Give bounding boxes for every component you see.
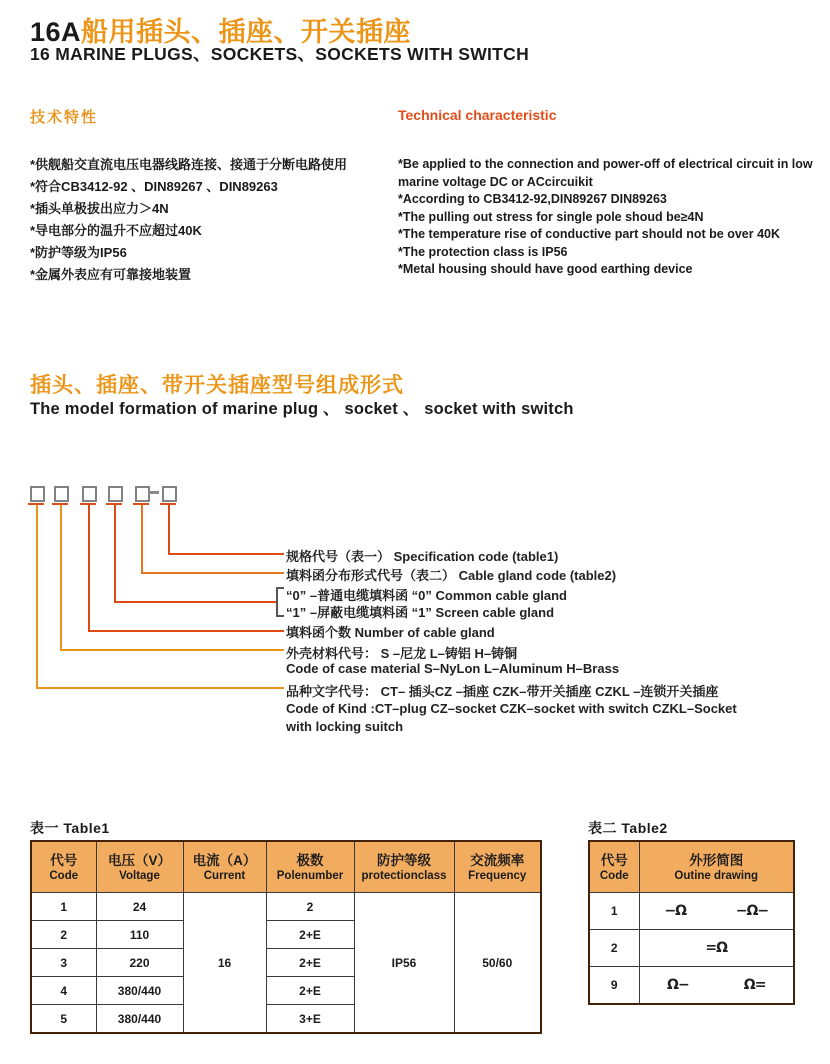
tech-list-zh: [30, 154, 395, 286]
label-gland-code: 填料函分布形式代号（表二） Cable gland code (table2): [286, 568, 617, 583]
page-subtitle: 16 MARINE PLUGS、SOCKETS、SOCKETS WITH SWITCH: [30, 44, 530, 64]
cell-code: 2: [589, 930, 639, 967]
header-zh: 交流频率: [470, 852, 525, 868]
tech-item-zh: *插头单极拔出应力＞4N: [30, 201, 169, 216]
header-zh: 外形简图: [689, 852, 744, 868]
cell-code: 3: [31, 949, 96, 977]
model-code-box-2: [54, 486, 69, 502]
model-code-dash: [149, 491, 159, 494]
header-en: protectionclass: [361, 869, 447, 882]
table1-specification: [30, 840, 542, 1034]
header-zh: 电流（A）: [192, 852, 257, 868]
tech-item-zh: *防护等级为IP56: [30, 245, 127, 260]
cell-code: 1: [31, 893, 96, 921]
tech-item-en: *The temperature rise of conductive part should not be over 40K: [398, 227, 781, 241]
cell-voltage: 24: [96, 893, 183, 921]
gland-outline-icon: −Ω: [664, 903, 686, 919]
header-en: Code: [49, 869, 79, 882]
table2-header-row: [589, 841, 794, 893]
model-code-box-6: [162, 486, 177, 502]
model-code-box-1: [30, 486, 45, 502]
cell-frequency-merged: 50/60: [454, 893, 541, 1034]
connector-line-kind: [36, 505, 284, 689]
cell-pole: 3+E: [266, 1005, 354, 1034]
cell-code: 9: [589, 967, 639, 1005]
tech-item-en: *According to CB3412-92,DIN89267 DIN89263: [398, 192, 667, 206]
gland-outline-icon: Ω=: [743, 977, 766, 993]
model-code-box-3: [82, 486, 97, 502]
cell-pole: 2+E: [266, 977, 354, 1005]
model-heading-zh: 插头、插座、带开关插座型号组成形式: [30, 374, 404, 397]
header-en: Outine drawing: [674, 869, 759, 882]
label-kind-en1: Code of Kind :CT–plug CZ–socket CZK–socket with switch CZKL–Socket: [286, 701, 737, 716]
cell-code: 4: [31, 977, 96, 1005]
title-chinese: 船用插头、插座、开关插座: [81, 17, 412, 47]
cell-pole: 2: [266, 893, 354, 921]
label-kind-en2: with locking suitch: [286, 719, 404, 734]
model-code-box-5: [135, 486, 150, 502]
tech-item-zh: *供舰船交直流电压电器线路连接、接通于分断电路使用: [30, 157, 348, 172]
table2-outline-drawing: [588, 840, 795, 1005]
table1-header-code: [31, 841, 96, 893]
header-en: Code: [599, 869, 629, 882]
header-en: Current: [203, 869, 246, 882]
header-zh: 电压（V）: [107, 852, 171, 868]
tech-item-zh: *导电部分的温升不应超过40K: [30, 223, 202, 238]
cell-pole: 2+E: [266, 949, 354, 977]
table1-header-current: [183, 841, 266, 893]
tech-list-en: [398, 156, 818, 279]
cell-drawing: [639, 893, 794, 930]
bracket-gland-type: [276, 587, 284, 617]
header-en: Voltage: [119, 869, 160, 882]
tech-item-en: *The pulling out stress for single pole shoud be≥4N: [398, 209, 704, 224]
cell-code: 1: [589, 893, 639, 930]
label-gland-number: 填料函个数 Number of cable gland: [286, 625, 495, 640]
table1-caption: 表一 Table1: [30, 820, 110, 836]
cell-drawing: [639, 930, 794, 967]
tech-item-en: *Metal housing should have good earthing device: [398, 262, 693, 276]
cell-protection-merged: IP56: [354, 893, 454, 1034]
table1-header-row: [31, 841, 541, 893]
label-case-material-en: Code of case material S–NyLon L–Aluminum H–Brass: [286, 661, 620, 676]
cell-voltage: 380/440: [96, 1005, 183, 1034]
gland-outline-icon: =Ω: [705, 940, 728, 956]
tech-heading-zh: 技术特性: [30, 109, 99, 126]
table-row: [589, 930, 794, 967]
header-zh: 代号: [600, 852, 628, 868]
model-code-box-4: [108, 486, 123, 502]
cell-voltage: 220: [96, 949, 183, 977]
header-en: Frequency: [468, 869, 527, 882]
table2-header-drawing: [639, 841, 794, 893]
tech-item-zh: *金属外表应有可靠接地装置: [30, 267, 192, 282]
table1-header-protection: [354, 841, 454, 893]
model-heading-en: The model formation of marine plug 、 socket 、 socket with switch: [30, 400, 574, 418]
table-row: [589, 967, 794, 1005]
tech-item-zh: *符合CB3412-92 、DIN89267 、DIN89263: [30, 179, 278, 194]
table2-caption: 表二 Table2: [588, 820, 668, 836]
title-product-code: 16A: [30, 17, 82, 47]
header-zh: 代号: [50, 852, 78, 868]
gland-outline-icon: −Ω−: [735, 903, 769, 919]
table2-header-code: [589, 841, 639, 893]
cell-current-merged: 16: [183, 893, 266, 1034]
cell-voltage: 380/440: [96, 977, 183, 1005]
tech-item-en: *Be applied to the connection and power-off of electrical circuit in low marine voltage DC or ACcircuikit: [398, 157, 813, 189]
label-case-material-zh: 外壳材料代号： S –尼龙 L–铸铝 H–铸铜: [286, 646, 518, 661]
header-en: Polenumber: [276, 869, 344, 882]
table1-header-voltage: [96, 841, 183, 893]
label-kind-zh: 品种文字代号： CT– 插头CZ –插座 CZK–带开关插座 CZKL –连锁开关插座: [286, 684, 719, 699]
cell-drawing: [639, 967, 794, 1005]
table1-header-frequency: [454, 841, 541, 893]
table-row: [31, 893, 541, 921]
header-zh: 防护等级: [377, 852, 431, 868]
table-row: [589, 893, 794, 930]
tech-item-en: *The protection class is IP56: [398, 244, 568, 259]
label-spec-code: 规格代号（表一） Specification code (table1): [286, 549, 559, 564]
table1-header-polenumber: [266, 841, 354, 893]
cell-pole: 2+E: [266, 921, 354, 949]
cell-voltage: 110: [96, 921, 183, 949]
gland-outline-icon: Ω−: [667, 977, 689, 993]
header-zh: 极数: [296, 852, 324, 868]
label-gland-screen: “1” –屏蔽电缆填料函 “1” Screen cable gland: [286, 605, 555, 620]
cell-code: 5: [31, 1005, 96, 1034]
tech-heading-en: Technical characteristic: [398, 107, 557, 123]
cell-code: 2: [31, 921, 96, 949]
label-gland-common: “0” –普通电缆填料函 “0” Common cable gland: [286, 588, 567, 603]
